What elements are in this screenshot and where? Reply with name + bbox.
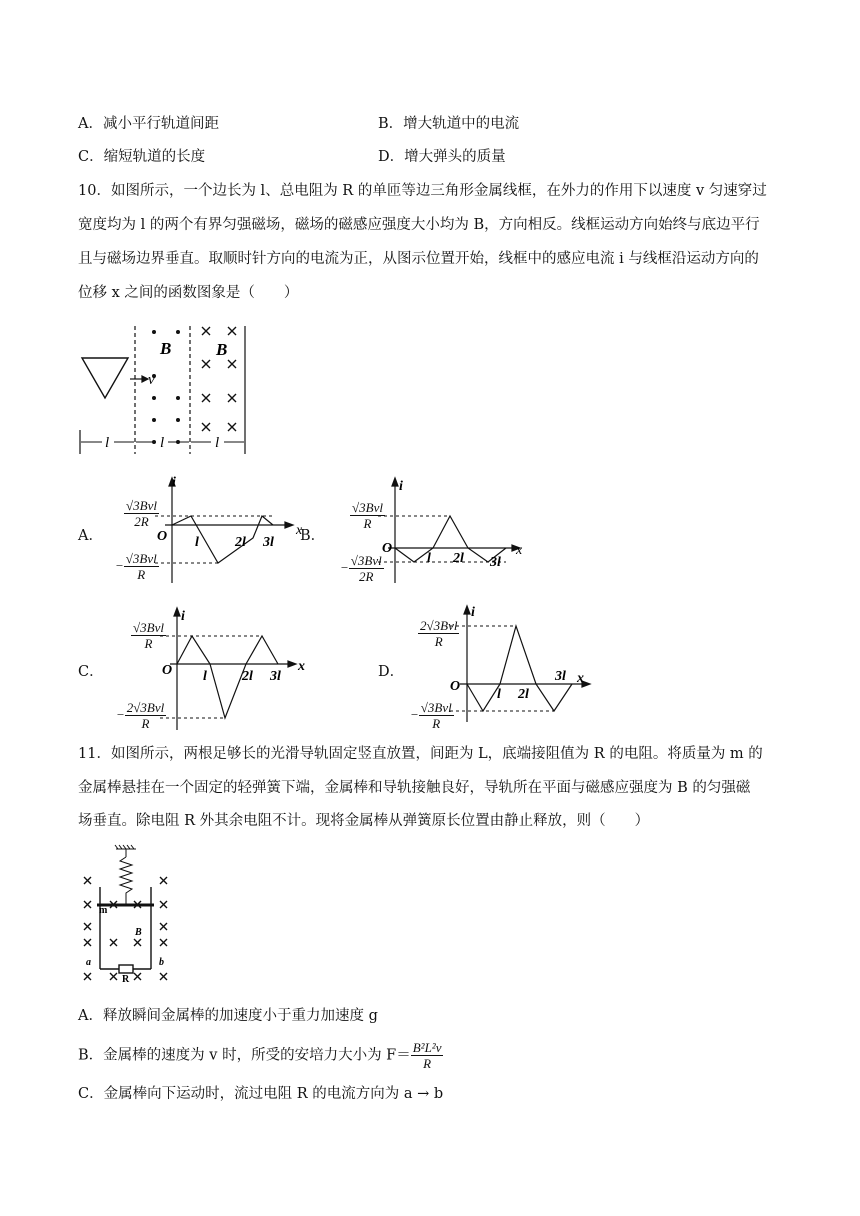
q11-option-b: [78, 1040, 443, 1071]
velocity-label: v: [148, 372, 155, 388]
graph-a-origin-label: O: [157, 529, 168, 544]
graph-a-i-label: i: [172, 475, 176, 490]
graph-d-tick-1: l: [497, 687, 501, 702]
q11-rail-figure: [80, 845, 175, 990]
q10-option-c-label: C．: [78, 664, 104, 680]
q10-option-b-label: B．: [300, 528, 326, 544]
field-b2-label: B: [216, 340, 228, 359]
q9-option-c: C．缩短轨道的长度: [78, 149, 206, 165]
graph-d-i-label: i: [471, 605, 475, 620]
graph-b-tick-3: 3l: [490, 555, 501, 570]
graph-a-tick-2: 2l: [235, 535, 246, 550]
graph-c-tick-1: l: [203, 669, 207, 684]
triangle-frame: [82, 358, 128, 398]
q10-field-figure: [78, 322, 253, 457]
q10-stem-line3: 且与磁场边界垂直。取顺时针方向的电流为正，从图示位置开始，线框中的感应电流 i 与线框沿运动方向的: [78, 251, 759, 267]
graph-c-tick-2: 2l: [242, 669, 253, 684]
width-label-1: l: [105, 435, 110, 451]
resistor-label: R: [122, 974, 130, 985]
q10-stem-line1: 10．如图所示，一个边长为 l、总电阻为 R 的单匝等边三角形金属线框，在外力的作用下以速度 v 匀速穿过: [78, 183, 767, 199]
graph-b-x-label: x: [516, 543, 523, 558]
q11-stem-line1: 11．如图所示，两根足够长的光滑导轨固定竖直放置，间距为 L，底端接阻值为 R 的电阻。将质量为 m 的: [78, 746, 763, 762]
q11-stem-line2: 金属棒悬挂在一个固定的轻弹簧下端，金属棒和导轨接触良好，导轨所在平面与磁感应强度为 B 的匀强磁: [78, 780, 751, 796]
graph-c-tick-3: 3l: [270, 669, 281, 684]
q10-option-d-label: D．: [378, 664, 405, 680]
q10-stem-line2: 宽度均为 l 的两个有界匀强磁场，磁场的磁感应强度大小均为 B，方向相反。线框运动方向始终与底边平行: [78, 217, 760, 233]
field-b-label: B: [135, 927, 142, 938]
q9-option-b: B．增大轨道中的电流: [378, 116, 520, 132]
graph-b-tick-2: 2l: [453, 551, 464, 566]
q11-option-c: C．金属棒向下运动时，流过电阻 R 的电流方向为 a → b: [78, 1086, 444, 1102]
q9-option-d: D．增大弹头的质量: [378, 149, 506, 165]
graph-a-tick-3: 3l: [263, 535, 274, 550]
q10-option-a-label: A．: [78, 528, 103, 544]
point-b-label: b: [159, 957, 164, 968]
graph-b-bottom-value: − $\frac{\text{√3Bvl}}{2R}$: [340, 553, 382, 584]
point-a-label: a: [86, 957, 91, 968]
q11-stem-line3: 场垂直。除电阻 R 外其余电阻不计。现将金属棒从弹簧原长位置由静止释放，则（ ）: [78, 813, 650, 829]
graph-c-bottom-value: − $\frac{\text{2√3Bvl}}{R}$: [116, 700, 165, 731]
graph-a-top-value: √3Bvl 2R: [126, 498, 157, 529]
q10-stem-line4: 位移 x 之间的函数图象是（ ）: [78, 285, 299, 301]
graph-a-x-label: x: [296, 523, 303, 538]
graph-d-top-value: 2√3Bvl R: [420, 618, 458, 649]
graph-c-i-label: i: [181, 609, 185, 624]
graph-d-tick-3: 3l: [555, 669, 566, 684]
q10-graph-b: [378, 478, 528, 588]
graph-c-origin-label: O: [162, 663, 173, 678]
width-label-3: l: [215, 435, 220, 451]
graph-c-x-label: x: [298, 659, 305, 674]
graph-a-tick-1: l: [195, 535, 199, 550]
q11-option-b-text: B．金属棒的速度为 v 时，所受的安培力大小为 F＝: [78, 1047, 411, 1064]
mass-label: m: [99, 905, 108, 916]
q10-graph-a: [155, 475, 305, 588]
graph-b-top-value: √3Bvl R: [352, 500, 383, 531]
graph-b-tick-1: l: [427, 551, 431, 566]
field-b1-label: B: [160, 339, 172, 358]
graph-c-top-value: √3Bvl R: [133, 620, 164, 651]
graph-d-bottom-value: − $\frac{\text{√3Bvl}}{R}$: [410, 700, 452, 731]
graph-b-origin-label: O: [382, 541, 393, 556]
q9-option-a: A．减小平行轨道间距: [78, 116, 219, 132]
graph-d-x-label: x: [577, 671, 584, 686]
graph-a-bottom-value: − $\frac{\text{√3Bvl}}{R}$: [115, 551, 157, 582]
graph-d-tick-2: 2l: [518, 687, 529, 702]
q10-graph-d: [450, 604, 600, 724]
q11-option-a: A．释放瞬间金属棒的加速度小于重力加速度 g: [78, 1008, 378, 1024]
width-label-2: l: [160, 435, 165, 451]
graph-b-i-label: i: [399, 479, 403, 494]
q10-graph-c: [160, 606, 310, 730]
q11-option-b-formula: $\frac{\text{B²L²v}}{R}$: [412, 1040, 442, 1071]
graph-d-origin-label: O: [450, 679, 461, 694]
